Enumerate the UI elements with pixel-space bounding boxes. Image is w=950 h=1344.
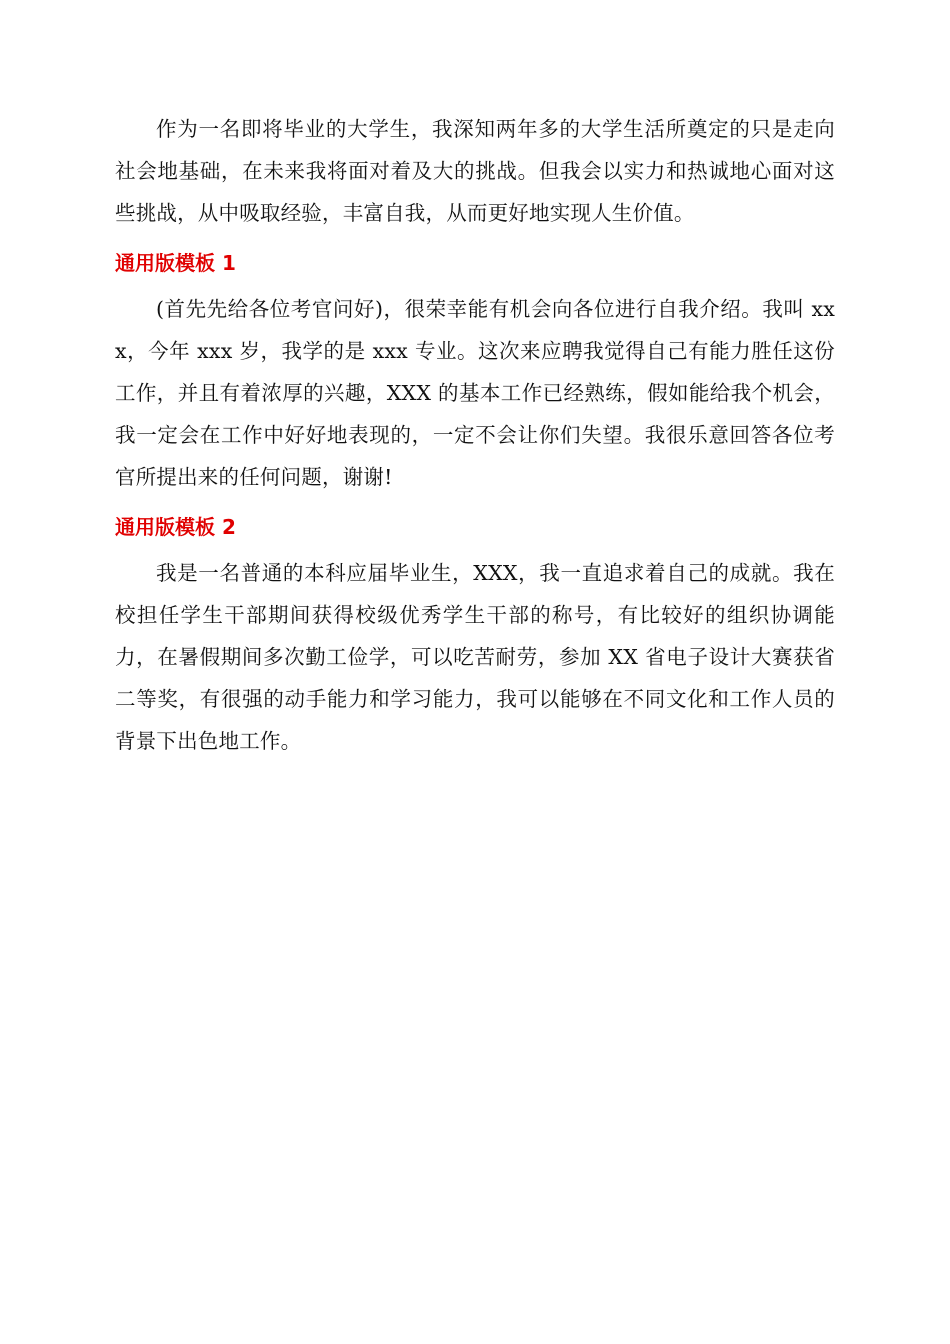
section-body-template-2: 我是一名普通的本科应届毕业生，XXX，我一直追求着自己的成就。我在校担任学生干部期间获得校级优秀学生干部的称号，有比较好的组织协调能力，在暑假期间多次勤工俭学，可以吃苦耐劳，参加 XX 省电子设计大赛获省二等奖，有很强的动手能力和学习能力，我可以能够在不同文化和工作人员的背景下出色地工作。 (115, 561, 835, 753)
intro-paragraph: 作为一名即将毕业的大学生，我深知两年多的大学生活所奠定的只是走向社会地基础，在未来我将面对着及大的挑战。但我会以实力和热诚地心面对这些挑战，从中吸取经验，丰富自我，从而更好地实现人生价值。 (115, 117, 835, 225)
section-heading-template-1: 通用版模板 1 (115, 251, 236, 275)
section-body-template-1: (首先先给各位考官问好)，很荣幸能有机会向各位进行自我介绍。我叫 xxx，今年 xxx 岁，我学的是 xxx 专业。这次来应聘我觉得自己有能力胜任这份工作，并且有着浓厚的兴趣，XXX 的基本工作已经熟练，假如能给我个机会，我一定会在工作中好好地表现的，一定不会让你们失望。我很乐意回答各位考官所提出来的任何问题，谢谢! (115, 297, 835, 489)
document-page (115, 108, 835, 762)
section-heading-template-2: 通用版模板 2 (115, 515, 236, 539)
